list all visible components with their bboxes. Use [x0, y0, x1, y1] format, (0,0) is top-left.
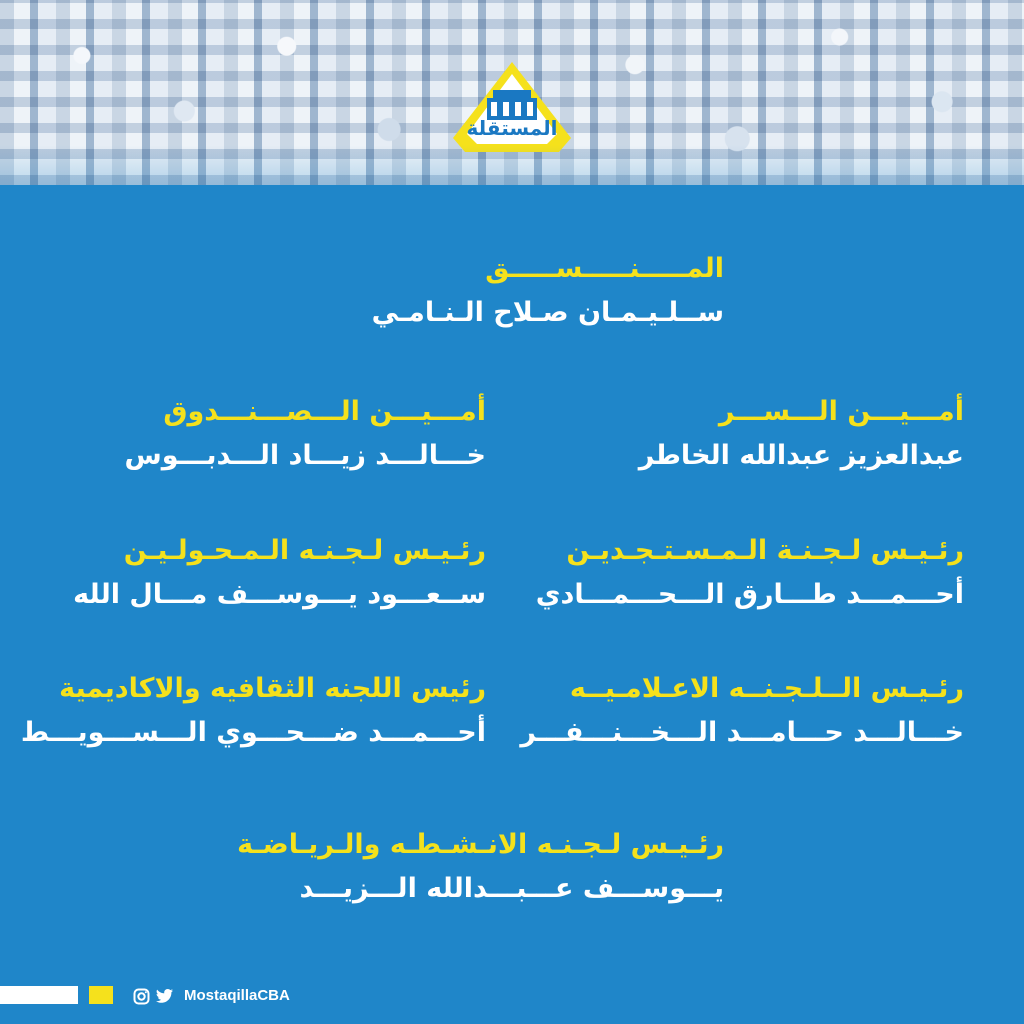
- twitter-icon[interactable]: [156, 988, 174, 1004]
- logo-text: المستقلة: [466, 116, 558, 140]
- mostaqilla-logo: [449, 60, 575, 154]
- coordinator-name: ســلـيـمـان صـلاح الـنـامـي: [371, 297, 724, 328]
- instagram-icon[interactable]: [133, 988, 150, 1005]
- footer-yellow-bar: [89, 986, 113, 1004]
- activities-committee-role: رئـيـس لـجـنـه الانـشـطـه والـريـاضـة: [237, 829, 724, 860]
- cultural-committee-block: [21, 670, 486, 752]
- treasurer-block: [124, 393, 486, 475]
- social-handle[interactable]: MostaqillaCBA: [184, 987, 290, 1004]
- secretary-block: [639, 393, 964, 475]
- social-footer: [133, 986, 290, 1006]
- transfer-committee-name: ســعـــود يـــوســـف مـــال الله: [73, 579, 486, 610]
- registration-committee-role: رئـيـس لـجـنـة الـمـسـتـجـديـن: [566, 535, 964, 566]
- registration-committee-name: أحـــمـــد طـــارق الـــحـــمـــادي: [535, 579, 964, 610]
- transfer-committee-block: [73, 532, 486, 614]
- secretary-name: عبدالعزيز عبدالله الخاطر: [638, 440, 964, 471]
- treasurer-role: أمـــيـــن الـــصـــنـــدوق: [163, 396, 486, 427]
- transfer-committee-role: رئـيـس لـجـنـه الـمـحـولـيـن: [123, 535, 486, 566]
- cultural-committee-role: رئيس اللجنه الثقافيه والاكاديمية: [59, 673, 486, 704]
- cultural-committee-name: أحـــمـــد ضـــحـــوي الـــســـويـــط: [20, 717, 486, 748]
- footer-white-bar: [0, 986, 78, 1004]
- media-committee-block: [520, 670, 964, 752]
- activities-committee-name: يـــوســـف عـــبـــدالله الـــزيـــد: [299, 873, 724, 904]
- treasurer-name: خـــالـــد زيـــاد الـــدبـــوس: [124, 440, 486, 471]
- media-committee-name: خـــالـــد حـــامـــد الـــخـــنـــفـــر: [520, 717, 964, 748]
- media-committee-role: رئـيـس الــلـجـنــه الاعـلامـيــه: [569, 673, 964, 704]
- crowd-banner-photo: [0, 0, 1024, 185]
- secretary-role: أمـــيـــن الـــســـر: [718, 396, 964, 427]
- coordinator-block: [372, 250, 724, 332]
- coordinator-role: المـــــنـــــســـــق: [485, 253, 724, 284]
- activities-committee-block: [237, 826, 724, 908]
- registration-committee-block: [536, 532, 964, 614]
